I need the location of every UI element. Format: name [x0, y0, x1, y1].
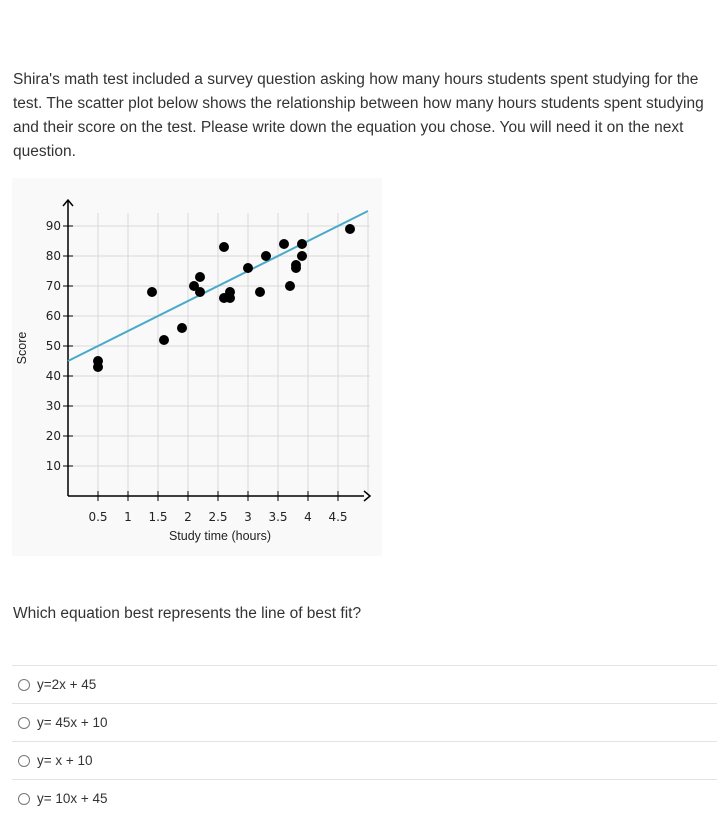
radio-button[interactable]: [18, 717, 30, 729]
y-tick-label: 40: [45, 369, 61, 383]
answer-option-1[interactable]: [12, 665, 717, 703]
answer-option-4[interactable]: [12, 779, 717, 817]
answer-option-label: y= 10x + 45: [37, 791, 108, 806]
x-tick-label: 0.5: [88, 510, 108, 524]
x-tick-label: 1.5: [148, 510, 168, 524]
data-point: [93, 362, 103, 372]
scatter-plot: [12, 178, 382, 556]
data-point: [297, 239, 307, 249]
data-point: [261, 251, 271, 261]
y-tick-label: 30: [45, 399, 61, 413]
x-tick-label: 1: [124, 510, 132, 524]
data-point: [219, 242, 229, 252]
data-point: [195, 287, 205, 297]
y-tick-label: 90: [45, 219, 61, 233]
answer-options: [12, 665, 717, 817]
data-point: [345, 224, 355, 234]
answer-option-2[interactable]: [12, 703, 717, 741]
question-prompt: Shira's math test included a survey question asking how many hours students spent studying for the test. The scatter plot below shows the relationship between how many hours students spent studying and their score on the test. Please write down the equation you chose. You will need it on the next question.: [13, 71, 704, 160]
x-axis-arrow: [364, 491, 370, 501]
data-point: [255, 287, 265, 297]
data-point: [147, 287, 157, 297]
answer-option-label: y= x + 10: [37, 753, 93, 768]
scatter-plot-svg: [12, 178, 382, 556]
radio-button[interactable]: [18, 793, 30, 805]
data-point: [225, 293, 235, 303]
question-text: Which equation best represents the line of best fit?: [13, 605, 362, 622]
x-tick-label: 4.5: [328, 510, 348, 524]
data-point: [159, 335, 169, 345]
data-point: [195, 272, 205, 282]
y-tick-label: 50: [45, 339, 61, 353]
data-point: [297, 251, 307, 261]
x-tick-label: 3.5: [268, 510, 288, 524]
radio-button[interactable]: [18, 755, 30, 767]
x-tick-label: 2.5: [208, 510, 228, 524]
y-tick-label: 10: [45, 459, 61, 473]
radio-button[interactable]: [18, 679, 30, 691]
y-tick-label: 60: [45, 309, 61, 323]
x-tick-label: 3: [244, 510, 252, 524]
answer-option-3[interactable]: [12, 741, 717, 779]
x-tick-label: 4: [304, 510, 312, 524]
y-tick-label: 80: [45, 249, 61, 263]
x-tick-label: 2: [184, 510, 192, 524]
y-tick-label: 70: [45, 279, 61, 293]
y-axis-title: Score: [15, 331, 29, 365]
data-point: [177, 323, 187, 333]
data-point: [285, 281, 295, 291]
data-point: [279, 239, 289, 249]
answer-option-label: y=2x + 45: [37, 677, 97, 692]
data-point: [243, 263, 253, 273]
x-axis-title: Study time (hours): [168, 529, 272, 543]
data-point: [291, 260, 301, 270]
answer-option-label: y= 45x + 10: [37, 715, 108, 730]
y-tick-label: 20: [45, 429, 61, 443]
